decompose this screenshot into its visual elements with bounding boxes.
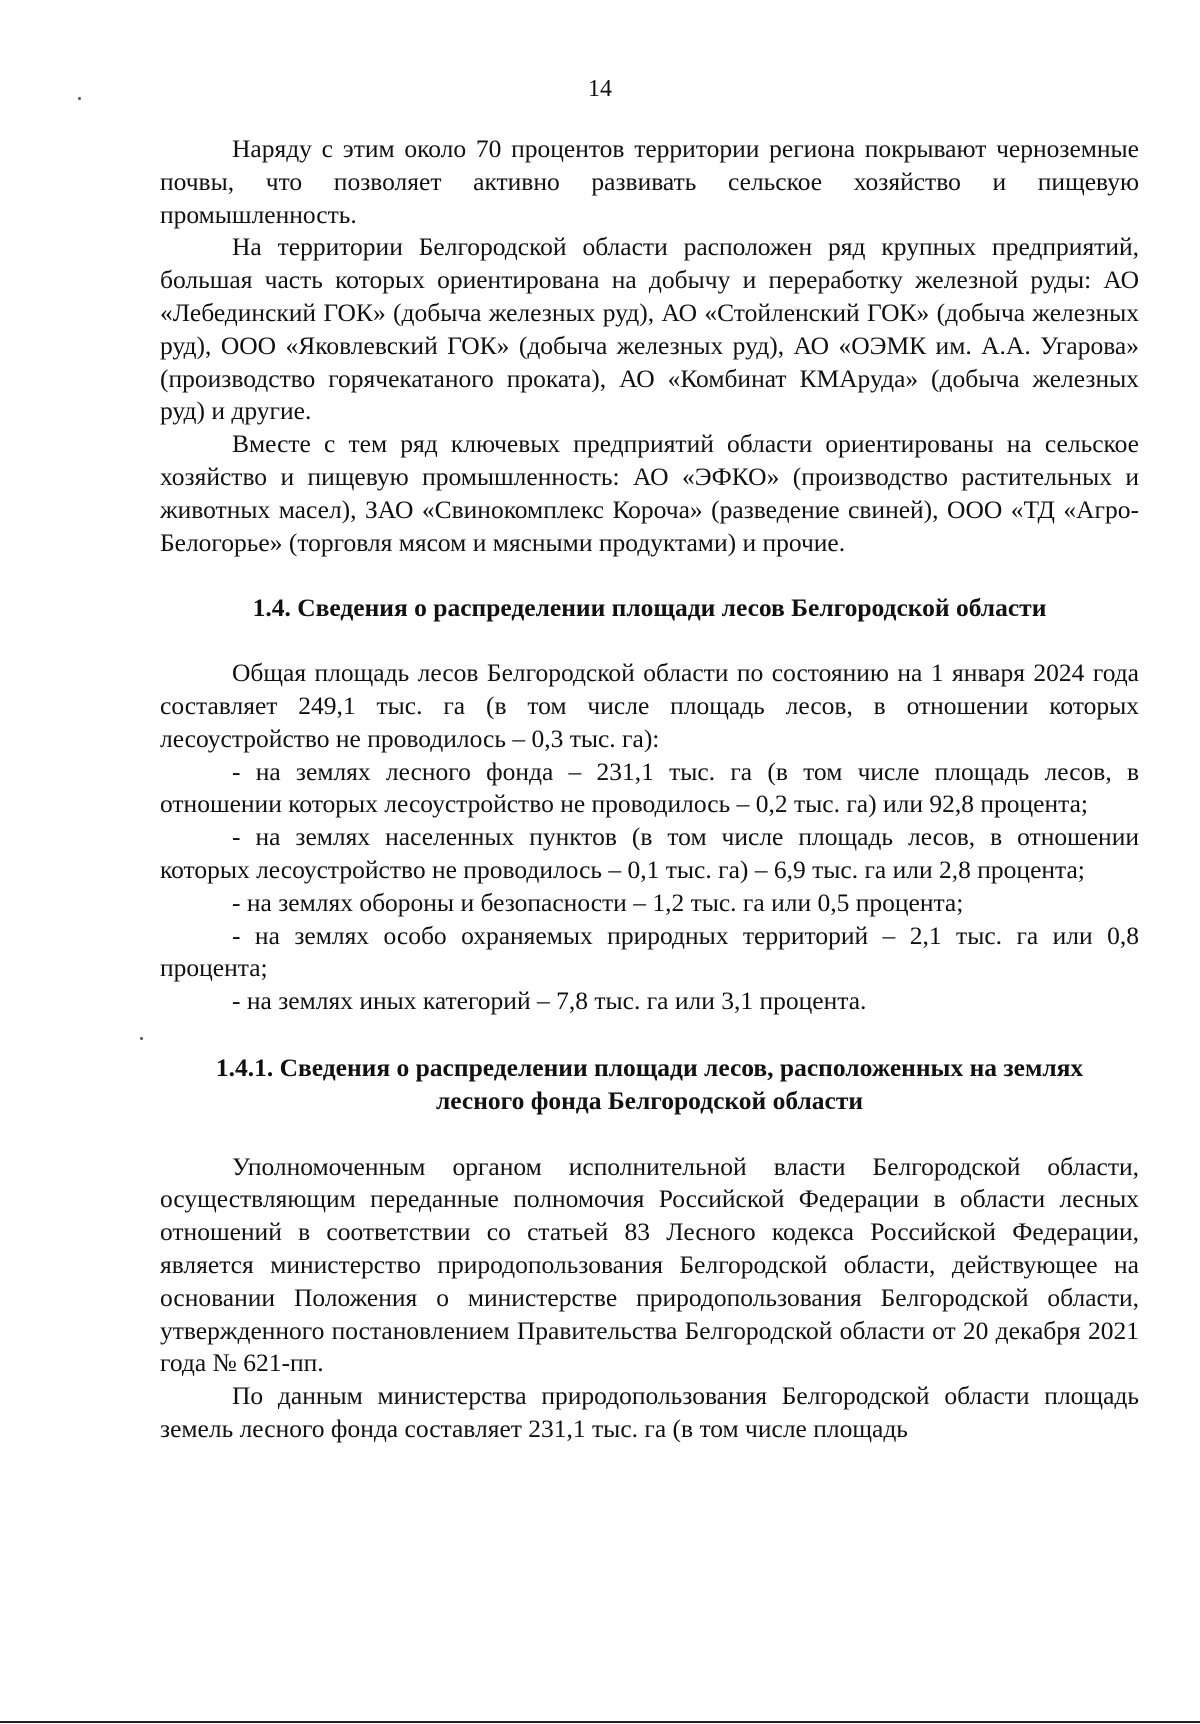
- list-item-settlements: - на землях населенных пунктов (в том числе площадь лесов, в отношении которых лесоустройство не проводилось – 0,1 тыс. га) – 6,9 тыс. га или 2,8 процента;: [160, 822, 1139, 884]
- list-item-forest-fund: - на землях лесного фонда – 231,1 тыс. га (в том числе площадь лесов, в отношении которых лесоустройство не проводилось – 0,2 тыс. га) или 92,8 процента;: [160, 756, 1139, 819]
- spacer: [160, 625, 1139, 657]
- list-item-protected-areas: - на землях особо охраняемых природных территорий – 2,1 тыс. га или 0,8 процента;: [160, 920, 1139, 983]
- paragraph-chernozem: Наряду с этим около 70 процентов территории региона покрывают черноземные почвы, что позволяет активно развивать сельское хозяйство и пищевую промышленность.: [160, 134, 1139, 229]
- heading-line-1: 1.4.1. Сведения о распределении площади лесов, расположенных на землях: [215, 1052, 1084, 1082]
- heading-line-2: лесного фонда Белгородской области: [435, 1085, 864, 1115]
- paragraph-forest-area-total: Общая площадь лесов Белгородской области по состоянию на 1 января 2024 года составляет 249,1 тыс. га (в том числе площадь лесов, в отношении которых лесоустройство не проводилось – 0,3 тыс. га):: [160, 658, 1139, 753]
- scan-speck: [140, 1037, 143, 1040]
- paragraph-ministry: Уполномоченным органом исполнительной власти Белгородской области, осуществляющим переданные полномочия Российской Федерации в области лесных отношений в соответствии со статьей 83 Лесного кодекса Российской Федерации, является министерство природопользования Белгородской области, действующее на основании Положения о министерстве природопользования Белгородской области, утвержденного постановлением Правительства Белгородской области от 20 декабря 2021 года № 621-пп.: [160, 1151, 1139, 1378]
- spacer: [160, 559, 1139, 592]
- paragraph-iron-ore-enterprises: На территории Белгородской области расположен ряд крупных предприятий, большая часть которых ориентирована на добычу и переработку железной руды: АО «Лебединский ГОК» (добыча железных руд), АО «Стойленский ГОК» (добыча железных руд), ООО «Яковлевский ГОК» (добыча железных руд), АО «ОЭМК им. А.А. Угарова» (производство горячекатаного проката), АО «Комбинат КМАруда» (добыча железных руд) и другие.: [160, 232, 1139, 426]
- scan-speck: [78, 97, 81, 100]
- paragraph-forest-fund-area: По данным министерства природопользования Белгородской области площадь земель лесного фонда составляет 231,1 тыс. га (в том числе площадь: [160, 1381, 1139, 1443]
- paragraph-agro-enterprises: Вместе с тем ряд ключевых предприятий области ориентированы на сельское хозяйство и пищевую промышленность: АО «ЭФКО» (производство растительных и животных масел), ЗАО «Свинокомплекс Короча» (разведение свиней), ООО «ТД «Агро-Белогорье» (торговля мясом и мясными продуктами) и прочие.: [160, 429, 1139, 557]
- spacer: [160, 1018, 1139, 1052]
- document-body: [160, 133, 1139, 1446]
- scan-bottom-edge: [0, 1721, 1200, 1723]
- list-item-other-categories: - на землях иных категорий – 7,8 тыс. га или 3,1 процента.: [232, 986, 867, 1016]
- list-item-defense: - на землях обороны и безопасности – 1,2 тыс. га или 0,5 процента;: [232, 887, 964, 917]
- section-heading-1-4-1: [160, 1052, 1139, 1118]
- spacer: [160, 1118, 1139, 1151]
- section-heading-1-4: 1.4. Сведения о распределении площади лесов Белгородской области: [252, 593, 1047, 623]
- page-number: 14: [588, 76, 612, 102]
